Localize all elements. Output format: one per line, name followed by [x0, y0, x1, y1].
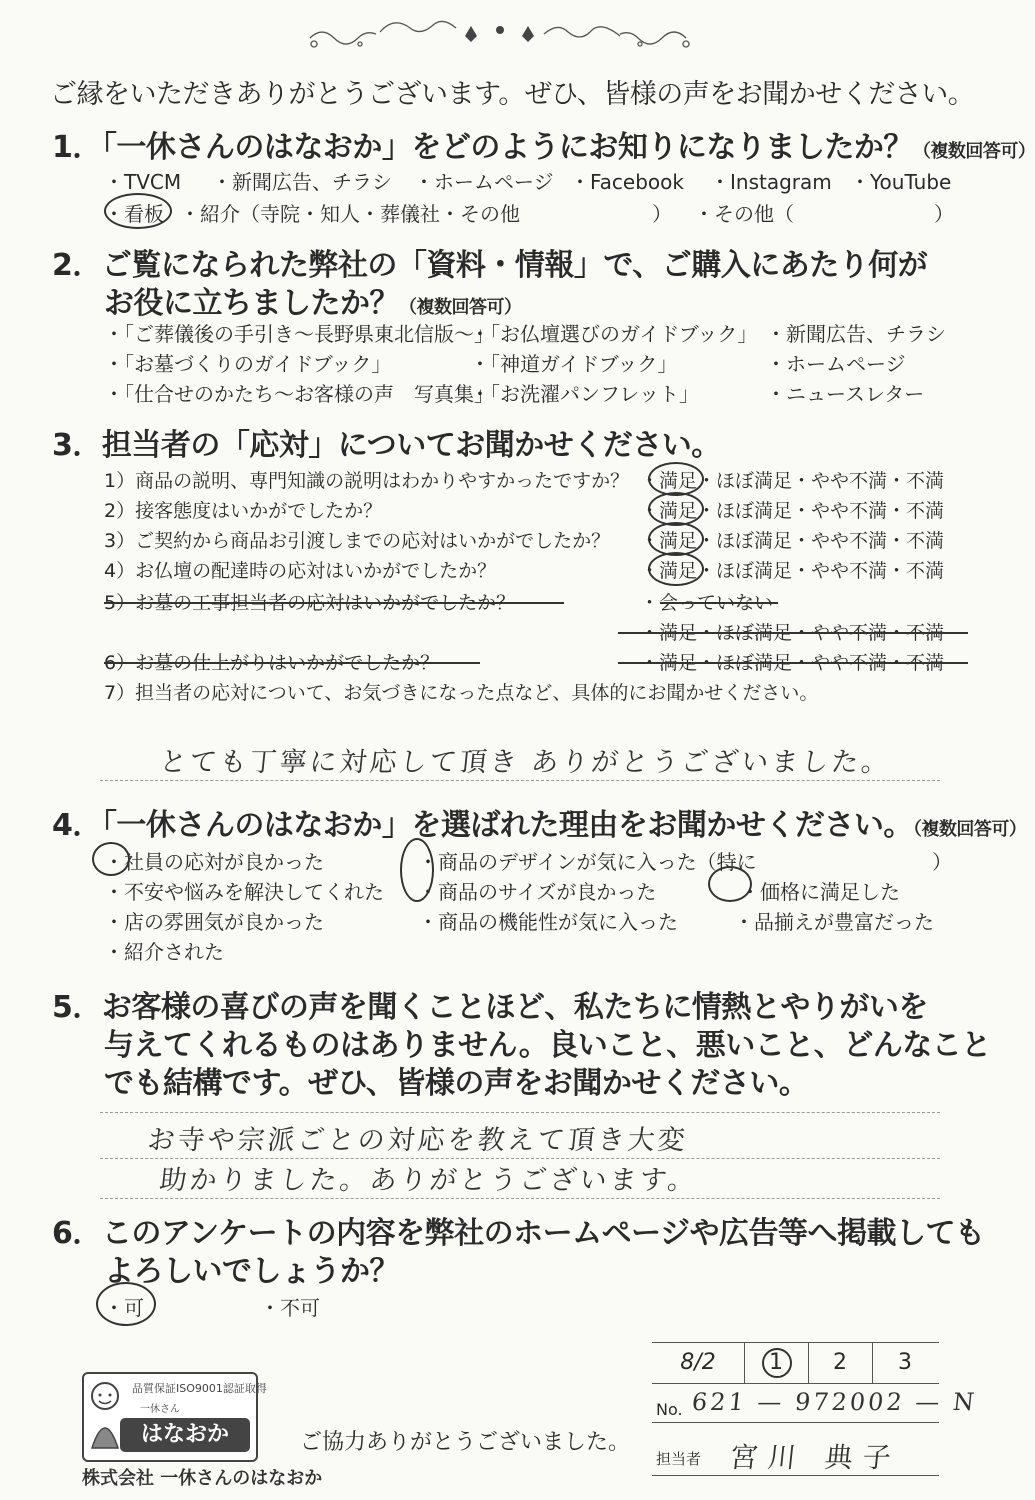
strikethrough-line: [618, 662, 968, 664]
question-1-title: [52, 122, 1035, 166]
no-label: No.: [656, 1400, 683, 1419]
q3-item-2: 2）接客態度はいかがでしたか？: [104, 500, 383, 522]
q1-opt-facebook[interactable]: ・Facebook: [570, 170, 684, 194]
no-value: 621 — 972002 — N: [690, 1388, 979, 1416]
q4-opt-function[interactable]: ・商品の機能性が気に入った: [418, 910, 678, 934]
q1-opt-youtube[interactable]: ・YouTube: [850, 170, 952, 194]
q3-item-1: 1）商品の説明、専門知識の説明はわかりやすかったですか？: [104, 470, 630, 492]
question-1-text: 1．「一休さんのはなおか」をどのようにお知りになりましたか？: [52, 130, 913, 165]
q4-design-close: ）: [932, 850, 952, 874]
q2-opt-photo-book[interactable]: ・「仕合せのかたち～お客様の声 写真集」: [104, 382, 494, 406]
answer-circle-mark: [96, 1282, 156, 1326]
q3-item-4: 4）お仏壇の配達時の応対はいかがでしたか？: [104, 560, 497, 582]
tanto-underline: [652, 1475, 939, 1476]
intro-text: ご縁をいただきありがとうございます。ぜひ、皆様の声をお聞かせください。: [50, 79, 975, 110]
box-3: 3: [898, 1350, 912, 1375]
q1-opt-other[interactable]: ・その他（: [694, 202, 794, 226]
answer-circle-mark: [648, 522, 704, 556]
question-5-line1: 5．お客様の喜びの声を聞くことほど、私たちに情熱とやりがいを: [52, 990, 928, 1025]
question-4-note: （複数回答可）: [912, 819, 1027, 840]
q1-opt-tvcm[interactable]: ・TVCM: [104, 170, 182, 194]
logo-title: はなおか: [120, 1418, 250, 1452]
q3-item-6: 6）お墓の仕上がりはいかがでしたか？: [104, 652, 440, 674]
question-2-title-line2: [104, 278, 522, 322]
answer-circle-mark: [104, 193, 172, 229]
q4-opt-solved[interactable]: ・不安や悩みを解決してくれた: [104, 880, 384, 904]
q2-opt-laundry-pamphlet[interactable]: ・「お洗濯パンフレット」: [470, 382, 699, 406]
q4-opt-design[interactable]: ・商品のデザインが気に入った（特に: [418, 850, 757, 874]
question-1-note: （複数回答可）: [912, 141, 1035, 162]
decorative-ornament: [300, 10, 700, 55]
tanto-label: 担当者: [656, 1450, 702, 1468]
q3-item-3: 3）ご契約から商品お引渡しまでの応対はいかがでしたか？: [104, 530, 611, 552]
answer-line: [100, 1112, 940, 1113]
strikethrough-line: [660, 602, 778, 604]
strikethrough-line: [618, 632, 968, 634]
strikethrough-line: [104, 602, 564, 604]
q3-scale-6[interactable]: ・満足・ほぼ満足・やや不満・不満: [640, 652, 945, 674]
q5-handwritten-answer-line2: 助かりました。ありがとうございます。: [158, 1165, 700, 1196]
answer-circle-mark: [762, 1348, 792, 1378]
logo-certification: 品質保証ISO9001認証取得: [132, 1382, 267, 1395]
q1-other-close: ）: [934, 202, 954, 226]
q2-opt-newspaper[interactable]: ・新聞広告、チラシ: [766, 322, 946, 346]
q5-handwritten-answer-line1: お寺や宗派ごとの対応を教えて頂き大変: [146, 1125, 690, 1156]
q4-opt-price[interactable]: ・価格に満足した: [740, 880, 900, 904]
q3-scale-3[interactable]: ・満足・ほぼ満足・やや不満・不満: [640, 530, 945, 552]
answer-circle-mark: [92, 842, 130, 876]
q1-opt-signboard[interactable]: ・看板: [104, 202, 164, 226]
box-2: 2: [808, 1343, 873, 1383]
answer-circle-mark: [708, 866, 752, 902]
question-4-text: 4．「一休さんのはなおか」を選ばれた理由をお聞かせください。: [52, 808, 913, 843]
q1-opt-instagram[interactable]: ・Instagram: [710, 170, 832, 194]
question-2-title-line1: 2．ご覧になられた弊社の「資料・情報」で、ご購入にあたり何が: [52, 248, 928, 283]
q1-referral-close: ）: [652, 202, 672, 226]
q4-opt-staff[interactable]: ・社員の応対が良かった: [104, 850, 324, 874]
date-cell: 8/2: [652, 1343, 745, 1383]
q3-not-met[interactable]: ・会っていない: [640, 592, 774, 614]
q2-opt-homepage[interactable]: ・ホームページ: [766, 352, 906, 376]
answer-circle-mark: [400, 838, 434, 902]
thanks-text: ご協力ありがとうございました。: [300, 1430, 631, 1455]
question-3-title: 3．担当者の「応対」についてお聞かせください。: [52, 428, 721, 463]
question-5-line2: 与えてくれるものはありません。良いこと、悪いこと、どんなこと: [104, 1028, 991, 1063]
q3-scale-4[interactable]: ・満足・ほぼ満足・やや不満・不満: [640, 560, 945, 582]
q2-opt-butsudan-guide[interactable]: ・「お仏壇選びのガイドブック」: [470, 322, 758, 346]
monk-mascot-icon: [88, 1378, 122, 1450]
q2-opt-funeral-guide[interactable]: ・「ご葬儀後の手引き～長野県東北信版～」: [104, 322, 494, 346]
q3-item-7: 7）担当者の応対について、お気づきになった点など、具体的にお聞かせください。: [104, 682, 819, 704]
logo-subtitle: 一休さん: [140, 1404, 180, 1415]
q4-opt-selection[interactable]: ・品揃えが豊富だった: [734, 910, 934, 934]
tanto-name: 宮川 典子: [728, 1441, 903, 1474]
answer-circle-mark: [648, 552, 704, 586]
q4-opt-referral[interactable]: ・紹介された: [104, 940, 224, 964]
q1-opt-referral[interactable]: ・紹介（寺院・知人・葬儀社・その他: [180, 202, 520, 226]
question-5-line3: でも結構です。ぜひ、皆様の声をお聞かせください。: [104, 1066, 809, 1101]
no-underline: [652, 1422, 939, 1423]
q6-opt-no[interactable]: ・不可: [260, 1296, 320, 1320]
answer-line: [100, 1198, 940, 1199]
q4-opt-size[interactable]: ・商品のサイズが良かった: [418, 880, 657, 904]
answer-circle-mark: [648, 492, 704, 526]
q2-opt-shinto-guide[interactable]: ・「神道ガイドブック」: [470, 352, 678, 376]
visit-count-table: [652, 1342, 939, 1384]
q3-item-5: 5）お墓の工事担当者の応対はいかがでしたか？: [104, 592, 516, 614]
question-2-note: （複数回答可）: [399, 297, 522, 318]
q2-opt-newsletter[interactable]: ・ニュースレター: [766, 382, 925, 406]
question-4-title: [52, 800, 1026, 844]
question-2-text: お役に立ちましたか？: [104, 286, 399, 321]
q3-handwritten-answer: とても丁寧に対応して頂き ありがとうございました。: [158, 747, 893, 778]
answer-line: [100, 780, 940, 781]
q4-opt-atmosphere[interactable]: ・店の雰囲気が良かった: [104, 910, 324, 934]
company-name: 株式会社 一休さんのはなおか: [82, 1468, 323, 1489]
q3-scale-5[interactable]: ・満足・ほぼ満足・やや不満・不満: [640, 622, 945, 644]
q2-opt-grave-guide[interactable]: ・「お墓づくりのガイドブック」: [104, 352, 392, 376]
q1-opt-homepage[interactable]: ・ホームページ: [414, 170, 554, 194]
answer-circle-mark: [648, 462, 704, 496]
q6-opt-yes[interactable]: ・可: [104, 1296, 144, 1320]
strikethrough-line: [104, 662, 480, 664]
q3-scale-1[interactable]: ・満足・ほぼ満足・やや不満・不満: [640, 470, 945, 492]
q1-opt-newspaper[interactable]: ・新聞広告、チラシ: [212, 170, 392, 194]
question-6-title-line1: 6．このアンケートの内容を弊社のホームページや広告等へ掲載しても: [52, 1216, 985, 1251]
question-6-title-line2: よろしいでしょうか？: [104, 1254, 399, 1289]
box-1: 1: [744, 1343, 809, 1383]
q3-scale-2[interactable]: ・満足・ほぼ満足・やや不満・不満: [640, 500, 945, 522]
